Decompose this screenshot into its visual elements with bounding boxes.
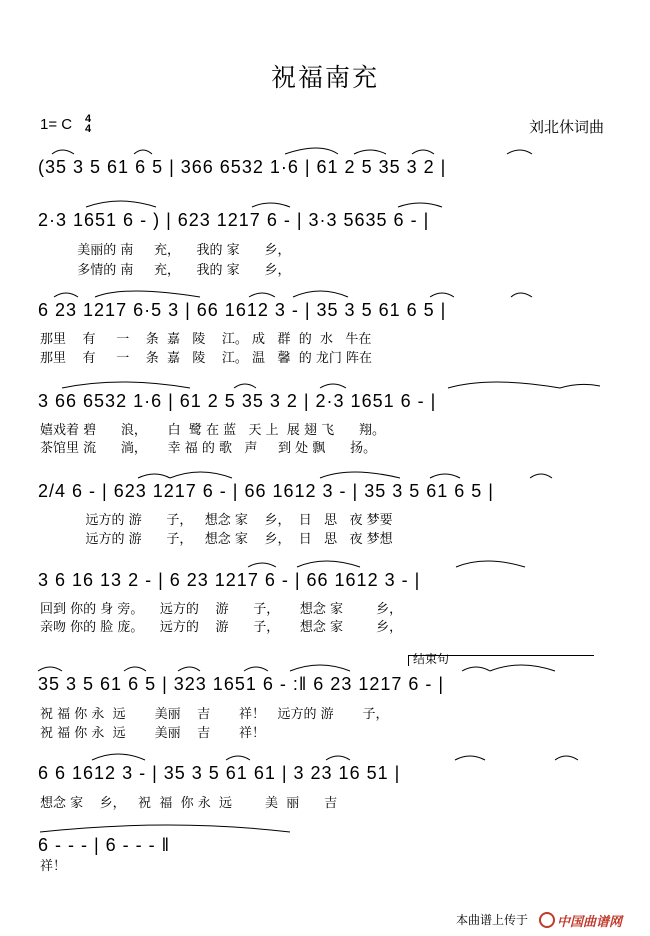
system-1-notes: (35 3 5 61 6 5 | 366 6532 1·6 | 61 2 5 35 3 2 | bbox=[38, 157, 447, 177]
slur bbox=[226, 756, 250, 760]
slur bbox=[54, 293, 78, 297]
slur bbox=[40, 825, 290, 832]
slur bbox=[248, 563, 276, 567]
system-5-lyric-1: 远方的 游 子， 想念 家 乡， 日 思 夜 梦要 bbox=[40, 513, 393, 528]
logo-icon bbox=[539, 912, 555, 928]
slur bbox=[285, 148, 338, 154]
slur bbox=[354, 150, 386, 154]
system-2-lyric-2: 多情的 南 充， 我的 家 乡， bbox=[40, 263, 291, 278]
end-marker: 结束句 bbox=[413, 652, 450, 666]
slur bbox=[320, 472, 400, 478]
system-5-notes: 2/4 6 - | 623 1217 6 - | 66 1612 3 - | 35 3 5 61 6 5 | bbox=[38, 481, 494, 501]
slur bbox=[412, 150, 434, 154]
slur bbox=[293, 291, 348, 297]
slur bbox=[234, 384, 256, 388]
system-2-lyric-1: 美丽的 南 充， 我的 家 乡， bbox=[40, 243, 291, 258]
slur bbox=[134, 150, 152, 154]
system-2-notes: 2·3 1651 6 - ) | 623 1217 6 - | 3·3 5635 6 - | bbox=[38, 210, 430, 230]
system-4-lyric-2: 茶馆里 流 淌， 幸 福 的 歌 声 到 处 飘 扬。 bbox=[40, 441, 377, 456]
slur bbox=[244, 667, 268, 671]
time-signature: 4 4 bbox=[84, 113, 92, 135]
system-3-lyric-2: 那里 有 一 条 嘉 陵 江。 温 馨 的 龙门 阵在 bbox=[40, 351, 372, 366]
system-9-notes: 6 - - - | 6 - - - ‖ bbox=[38, 835, 171, 855]
system-7-lyric-1: 祝 福 你 永 远 美丽 吉 祥！ 远方的 游 子， bbox=[40, 707, 389, 722]
slur bbox=[560, 384, 600, 388]
system-3-notes: 6 23 1217 6·5 3 | 66 1612 3 - | 35 3 5 61 6 5 | bbox=[38, 300, 447, 320]
system-7-notes: 35 3 5 61 6 5 | 323 1651 6 - :‖ 6 23 1217 6 - | bbox=[38, 674, 445, 694]
system-6-lyric-1: 回到 你的 身 旁。 远方的 游 子， 想念 家 乡， bbox=[40, 602, 403, 617]
system-7-lyric-2: 祝 福 你 永 远 美丽 吉 祥！ bbox=[40, 726, 266, 741]
slur bbox=[297, 561, 360, 567]
slur bbox=[62, 382, 190, 388]
slur bbox=[124, 667, 146, 671]
system-9-lyric-1: 祥！ bbox=[40, 859, 67, 874]
slur bbox=[430, 293, 454, 297]
system-5-lyric-2: 远方的 游 子， 想念 家 乡， 日 思 夜 梦想 bbox=[40, 532, 393, 547]
system-4-notes: 3 66 6532 1·6 | 61 2 5 35 3 2 | 2·3 1651 6 - | bbox=[38, 391, 437, 411]
site-logo[interactable]: 中国曲谱网 bbox=[539, 911, 622, 930]
slur bbox=[38, 667, 62, 671]
slur bbox=[249, 293, 275, 297]
slur bbox=[138, 474, 170, 478]
slur bbox=[530, 474, 552, 478]
slur bbox=[455, 756, 485, 760]
slur bbox=[555, 756, 578, 760]
slur bbox=[456, 561, 525, 567]
system-3-lyric-1: 那里 有 一 条 嘉 陵 江。 成 群 的 水 牛在 bbox=[40, 332, 372, 347]
slur bbox=[95, 291, 200, 297]
slur bbox=[326, 756, 350, 760]
slur bbox=[92, 754, 145, 760]
slur bbox=[430, 474, 460, 478]
slur bbox=[86, 201, 156, 207]
system-6-lyric-2: 亲吻 你的 脸 庞。 远方的 游 子， 想念 家 乡， bbox=[40, 620, 403, 635]
footer-text: 本曲谱上传于 bbox=[455, 913, 528, 927]
slur bbox=[398, 203, 442, 207]
slur bbox=[320, 384, 346, 388]
slur bbox=[462, 667, 490, 671]
system-8-lyric-1: 想念 家 乡， 祝 福 你 永 远 美 丽 吉 bbox=[40, 796, 338, 811]
slur bbox=[507, 150, 532, 154]
key-signature: 1= C bbox=[40, 116, 73, 133]
slur bbox=[178, 667, 200, 671]
slur bbox=[290, 665, 350, 671]
slur bbox=[170, 472, 232, 478]
system-8-notes: 6 6 1612 3 - | 35 3 5 61 61 | 3 23 16 51 | bbox=[38, 763, 401, 783]
slur bbox=[52, 150, 74, 154]
slur bbox=[511, 293, 532, 297]
slur bbox=[252, 203, 290, 207]
page-title: 祝福南充 bbox=[270, 63, 379, 92]
credit: 刘北休词曲 bbox=[528, 118, 604, 136]
slur bbox=[448, 382, 560, 388]
system-4-lyric-1: 嬉戏着 碧 浪， 白 鹭 在 蓝 天 上 展 翅 飞 翔。 bbox=[40, 423, 385, 438]
system-6-notes: 3 6 16 13 2 - | 6 23 1217 6 - | 66 1612 3 - | bbox=[38, 570, 421, 590]
